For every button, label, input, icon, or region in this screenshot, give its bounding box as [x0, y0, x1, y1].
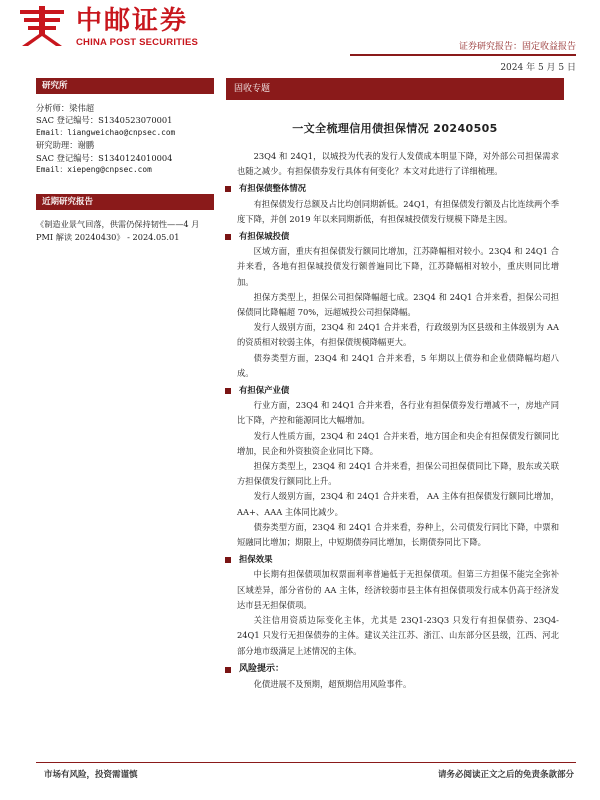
- square-bullet-icon: [225, 667, 231, 673]
- analyst-sac: SAC 登记编号：S1340523070001: [36, 115, 173, 126]
- analyst-info: [36, 102, 214, 176]
- paragraph: 关注信用资质边际变化主体，尤其是 23Q1-23Q3 只发行有担保债券、23Q4-24Q1 只发行无担保债券的主体。建议关注江苏、浙江、山东部分区县级，江西、河北部分地市级满足上述情况的主体。: [237, 615, 559, 656]
- report-body: [237, 149, 559, 659]
- recent-reports-heading: 近期研究报告: [36, 194, 214, 210]
- main-content: [226, 78, 564, 136]
- logo-text-en: CHINA POST SECURITIES: [76, 37, 199, 48]
- recent-report-item[interactable]: 《制造业景气回落，供需仍保持韧性——4 月 PMI 解读 20240430》 - 2024.05.01: [36, 219, 200, 243]
- risk-section: [237, 660, 559, 692]
- report-type: 证券研究报告：固定收益报告: [458, 42, 576, 52]
- paragraph: 担保方类型上，23Q4 和 24Q1 合并来看，担保公司担保债同比下降，股东或关联方担保债发行额同比上升。: [237, 461, 559, 487]
- paragraph: 发行人性质方面，23Q4 和 24Q1 合并来看，地方国企和央企有担保债发行额同比增加，民企和外资独资企业同比下降。: [237, 430, 559, 456]
- paragraph: 债券类型方面，23Q4 和 24Q1 合并来看，券种上，公司债发行同比下降，中票和短融同比增加；期限上，中短期债券同比增加，长期债券同比下降。: [237, 521, 559, 548]
- section-heading: 有担保产业债: [237, 383, 559, 398]
- header-divider: [350, 54, 576, 56]
- section-heading: 有担保债整体情况: [237, 181, 559, 196]
- square-bullet-icon: [225, 186, 231, 192]
- paragraph: 有担保债发行总额及占比均创同期新低。24Q1，有担保债发行额及占比连续两个季度下降，并创 2019 年以来同期新低，有担保城投债发行规模下降是主因。: [237, 198, 559, 224]
- logo-text-cn: 中邮证券: [76, 6, 189, 36]
- paragraph: 区域方面，重庆有担保债发行额同比增加，江苏降幅相对较小。23Q4 和 24Q1 合并来看，各地有担保城投债发行额普遍同比下降，江苏降幅相对较小，重庆则同比增加。: [237, 246, 559, 287]
- intro-paragraph: 23Q4 和 24Q1，以城投为代表的发行人发债成本明显下降，对外部公司担保需求也随之减少。有担保债券发行具体有何变化？本文对此进行了详细梳理。: [237, 151, 559, 177]
- square-bullet-icon: [225, 234, 231, 240]
- paragraph: 担保方类型上，担保公司担保降幅超七成。23Q4 和 24Q1 合并来看，担保公司担保债同比降幅超 70%，远超城投公司担保降幅。: [237, 291, 559, 318]
- paragraph: 中长期有担保债项加权票面利率普遍低于无担保债项。但第三方担保不能完全弥补区域差异，部分省份的 AA 主体，经济较弱市县主体有担保债项发行成本仍高于经济发达市县无担保债项。: [237, 569, 559, 610]
- report-title: 一文全梳理信用债担保情况 20240505: [292, 122, 498, 135]
- footer-divider: [36, 762, 576, 763]
- analyst-name: 分析师：梁伟超: [36, 103, 95, 113]
- footer-disclaimer-right: 请务必阅读正文之后的免责条款部分: [437, 770, 574, 780]
- square-bullet-icon: [225, 557, 231, 563]
- china-post-logo-icon: [18, 6, 66, 48]
- report-date: 2024 年 5 月 5 日: [500, 63, 576, 73]
- paragraph: 债券类型方面，23Q4 和 24Q1 合并来看，5 年期以上债券和企业债降幅均超八成。: [237, 352, 559, 378]
- sidebar: [36, 78, 214, 244]
- paragraph: 行业方面，23Q4 和 24Q1 合并来看，各行业有担保债券发行增减不一，房地产同比下降，产控和能源同比大幅增加。: [237, 400, 559, 426]
- risk-text: 化债进展不及预期，超预期信用风险事件。: [253, 679, 412, 689]
- company-logo: [18, 6, 248, 48]
- square-bullet-icon: [225, 388, 231, 394]
- footer-disclaimer-left: 市场有风险，投资需谨慎: [44, 770, 138, 780]
- assistant-name: 研究助理：谢鹏: [36, 140, 95, 151]
- paragraph: 发行人级别方面，23Q4 和 24Q1 合并来看，行政级别为区县级和主体级别为 AA 的资质相对较弱主体，有担保债规模降幅更大。: [237, 322, 559, 348]
- section-heading: 担保效果: [237, 552, 559, 567]
- analyst-email[interactable]: Email：liangweichao@cnpsec.com: [36, 127, 176, 137]
- research-institute-heading: 研究所: [36, 78, 214, 94]
- assistant-email[interactable]: Email：xiepeng@cnpsec.com: [36, 165, 152, 175]
- assistant-sac: SAC 登记编号：S1340124010004: [36, 152, 173, 163]
- risk-heading: 风险提示：: [237, 662, 559, 677]
- section-heading: 有担保城投债: [237, 229, 559, 244]
- topic-tag: 固收专题: [226, 78, 564, 100]
- paragraph: 发行人级别方面，23Q4 和 24Q1 合并来看， AA 主体有担保债发行额同比增加，AA+、AAA 主体同比减少。: [237, 491, 559, 517]
